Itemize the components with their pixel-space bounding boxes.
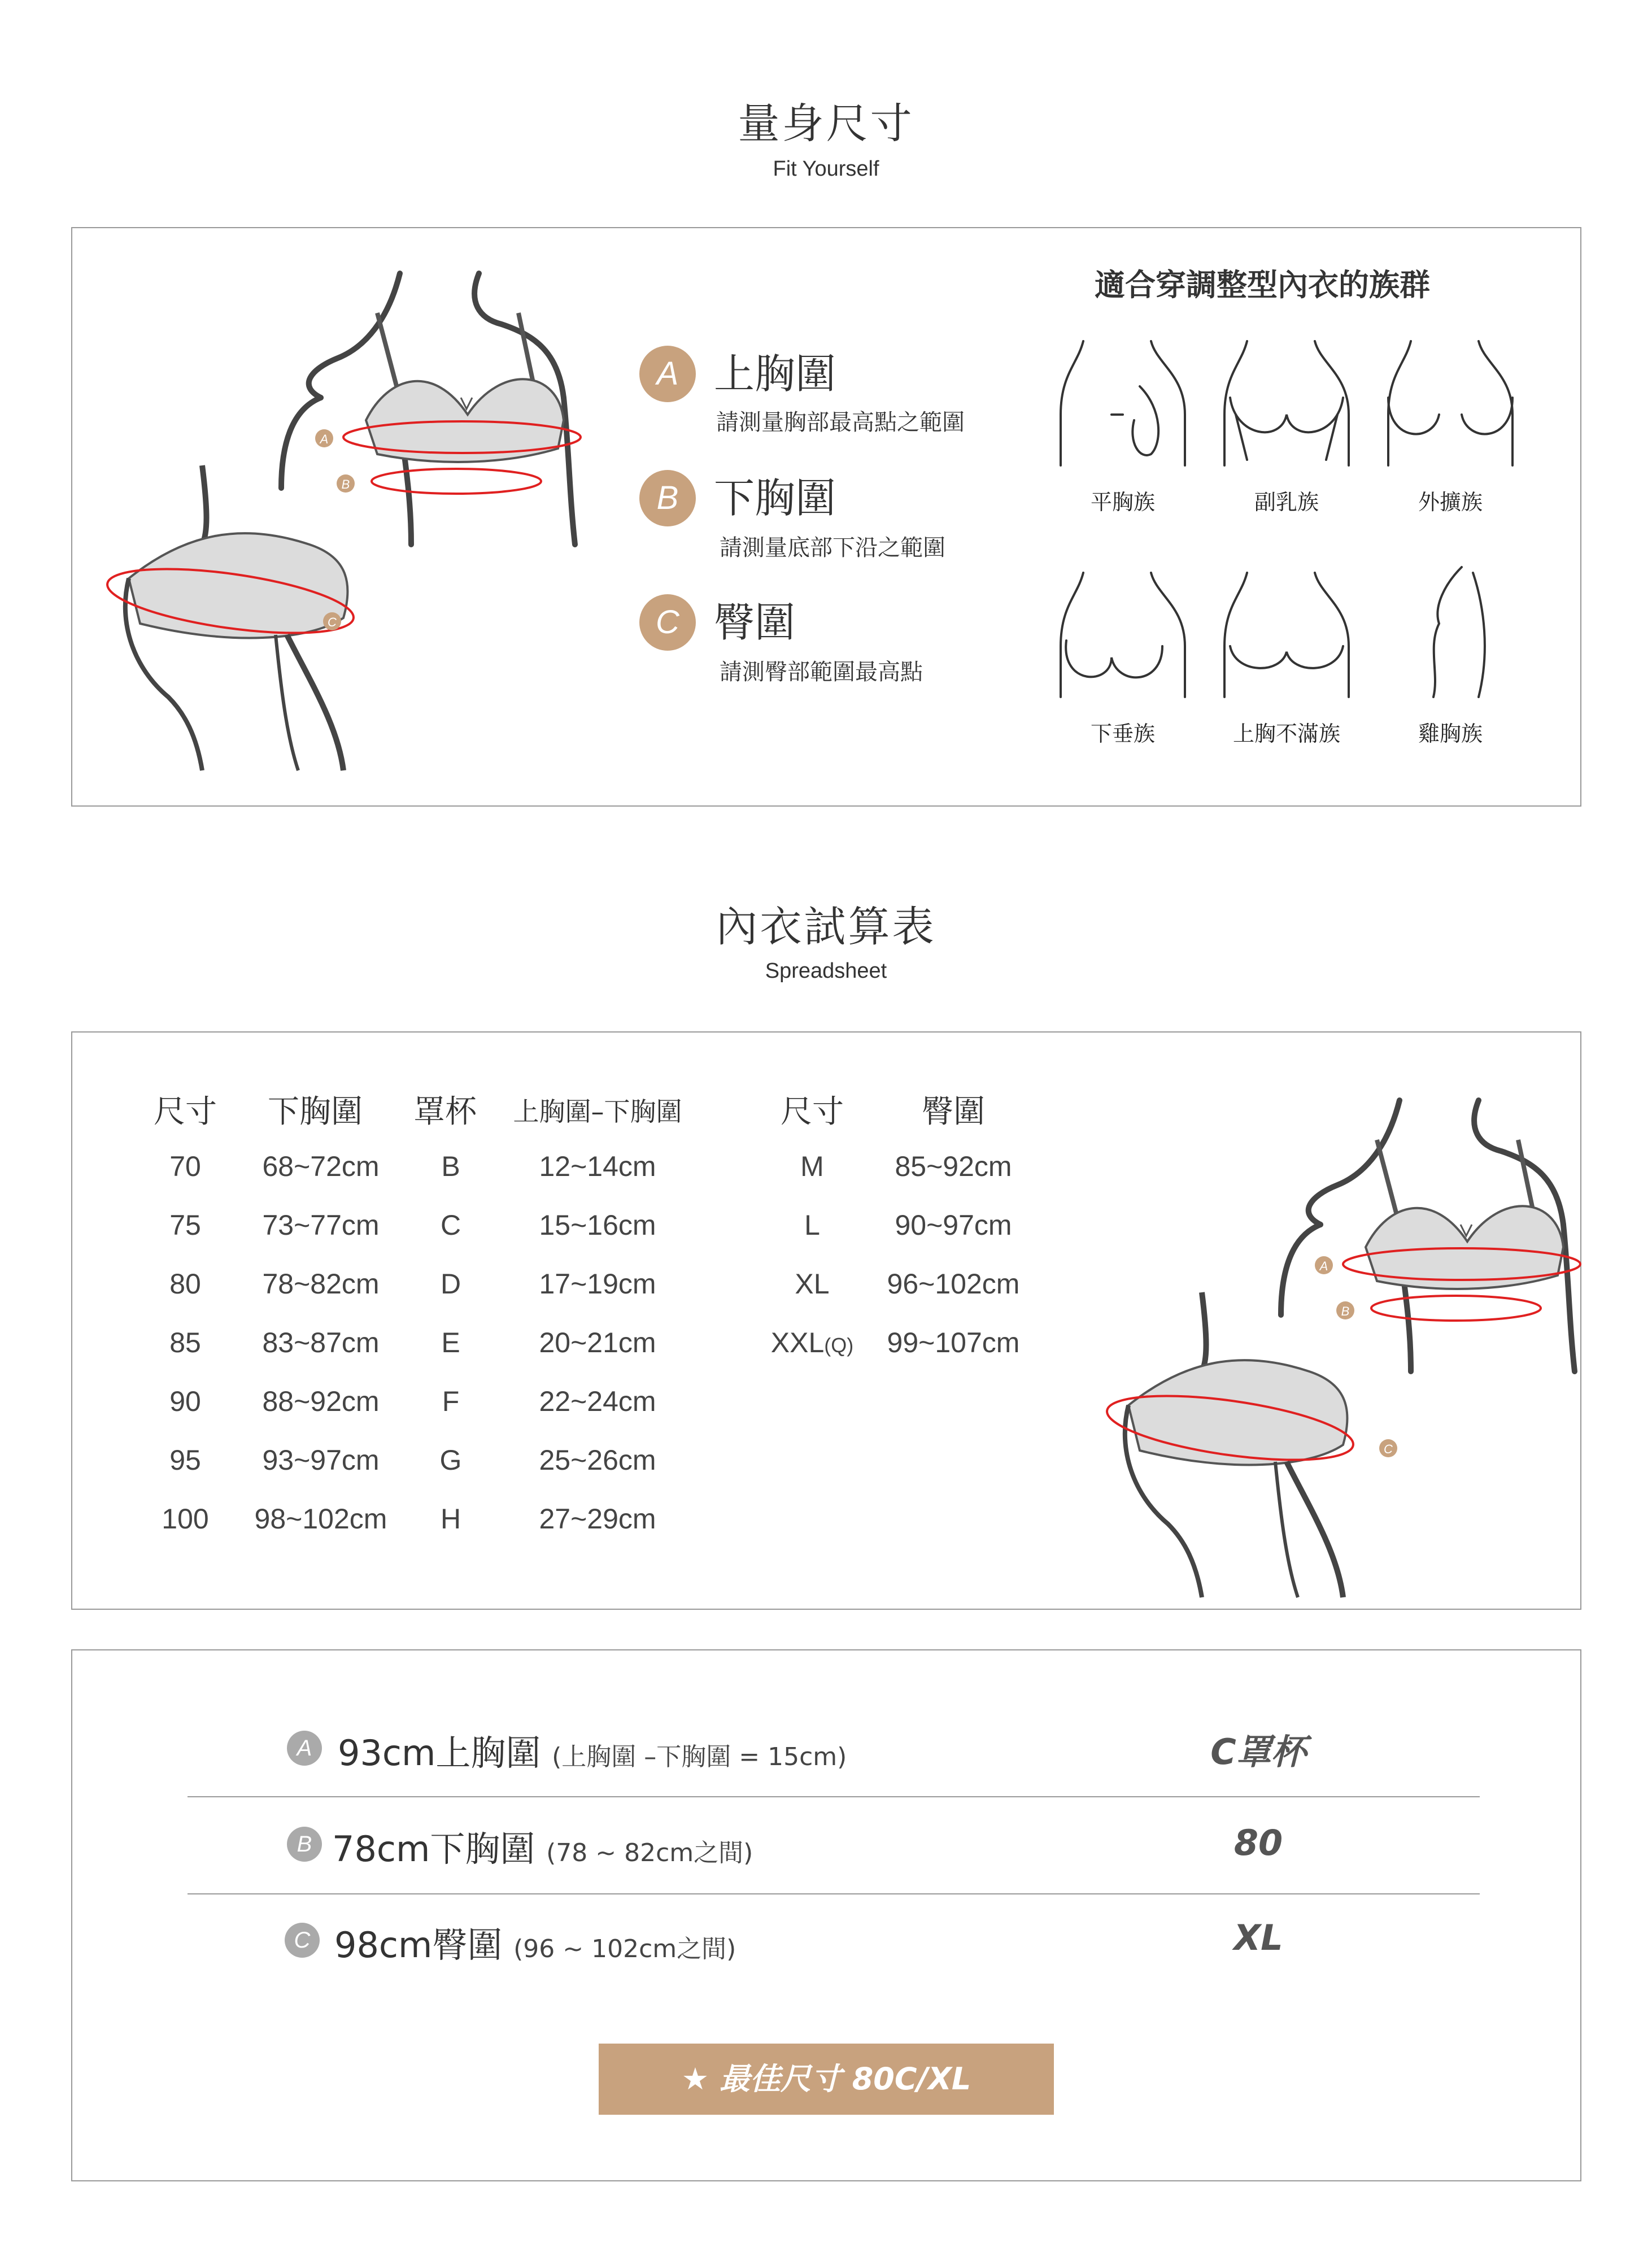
bra-cell: 85 (169, 1327, 201, 1358)
bra-header-diff: 上胸圍–下胸圍 (513, 1096, 682, 1127)
bra-cell: 27~29cm (539, 1503, 656, 1535)
bra-cell: 25~26cm (539, 1444, 656, 1476)
type-upper-empty-icon (1213, 561, 1360, 703)
bra-cell: 73~77cm (262, 1209, 380, 1241)
svg-text:B: B (1341, 1304, 1350, 1318)
svg-text:A: A (1319, 1259, 1328, 1273)
calc-c-result: XL (1233, 1917, 1283, 1958)
type-label-sagging: 下垂族 (1090, 721, 1155, 746)
hip-size-label: XL (795, 1268, 830, 1300)
type-label-side: 副乳族 (1254, 490, 1319, 515)
type-label-upper-empty: 上胸不滿族 (1232, 721, 1340, 746)
best-size-button[interactable]: ★ 最佳尺寸 80C/XL (599, 2044, 1054, 2115)
type-label-outward: 外擴族 (1418, 490, 1483, 515)
measure-a-desc: 請測量胸部最高點之範圍 (716, 410, 965, 435)
hip-range-cell: 96~102cm (887, 1268, 1020, 1300)
hip-range-cell: 85~92cm (895, 1151, 1012, 1182)
bra-cell: 12~14cm (539, 1151, 656, 1182)
type-outward-icon (1377, 330, 1524, 471)
svg-text:B: B (341, 477, 350, 491)
calc-b-note: (78 ~ 82cm之間) (546, 1839, 753, 1867)
sheet-subtitle: Spreadsheet (765, 959, 887, 983)
hip-size-label: M (800, 1151, 824, 1182)
calc-c-note: (96 ~ 102cm之間) (513, 1935, 736, 1963)
body-illustration (72, 228, 637, 793)
bra-cell: 83~87cm (262, 1327, 380, 1358)
measure-b-icon: B (639, 470, 696, 526)
hip-size-label: XXL (770, 1327, 825, 1358)
svg-text:C: C (328, 615, 337, 629)
calc-c-icon: C (285, 1923, 320, 1958)
hip-size-label: L (804, 1209, 820, 1241)
types-title: 適合穿調整型內衣的族群 (1095, 267, 1430, 303)
bra-cell: 88~92cm (262, 1386, 380, 1417)
calc-row-a (338, 1725, 847, 1775)
measure-c-title: 臀圍 (714, 599, 796, 646)
bra-cell: 95 (169, 1444, 201, 1476)
bra-header-cup: 罩杯 (413, 1094, 477, 1130)
calc-row-c (334, 1917, 736, 1967)
bra-cell: B (441, 1151, 460, 1182)
calc-a-result: C罩杯 (1210, 1731, 1306, 1772)
calc-divider-1 (188, 1796, 1480, 1797)
svg-text:C: C (1384, 1442, 1393, 1456)
fit-subtitle: Fit Yourself (773, 157, 879, 181)
hip-header-hip: 臀圍 (922, 1094, 985, 1130)
svg-text:A: A (320, 432, 329, 446)
bra-cell: 15~16cm (539, 1209, 656, 1241)
measure-c-desc: 請測臀部範圍最高點 (720, 659, 923, 685)
measure-a-title: 上胸圍 (714, 350, 836, 398)
bra-cell: 22~24cm (539, 1386, 656, 1417)
hip-size-cell (744, 1150, 880, 1183)
bra-cell: C (440, 1209, 461, 1241)
measure-b-desc: 請測量底部下沿之範圍 (720, 535, 945, 561)
calc-row-b (332, 1821, 753, 1871)
bra-cell: 80 (169, 1268, 201, 1300)
bra-cell: 98~102cm (254, 1503, 387, 1535)
bra-cell: F (442, 1386, 460, 1417)
type-side-breast-icon (1213, 330, 1360, 471)
type-pigeon-chest-icon (1377, 561, 1524, 703)
bra-cell: 70 (169, 1151, 201, 1182)
calc-b-icon: B (287, 1827, 322, 1862)
bra-cell: 17~19cm (539, 1268, 656, 1300)
bra-cell: H (440, 1503, 461, 1535)
bra-cell: 100 (162, 1503, 209, 1535)
hip-range-cell: 99~107cm (887, 1327, 1020, 1358)
calc-c-main: 98cm臀圍 (334, 1924, 503, 1966)
hip-size-cell (744, 1267, 880, 1300)
bra-cell: E (441, 1327, 460, 1358)
calc-a-note: (上胸圍 –下胸圍 = 15cm) (552, 1743, 847, 1771)
bra-cell: D (440, 1268, 461, 1300)
calc-b-main: 78cm下胸圍 (332, 1828, 535, 1870)
hip-header-size: 尺寸 (781, 1094, 844, 1130)
bra-cell: 20~21cm (539, 1327, 656, 1358)
hip-range-cell: 90~97cm (895, 1209, 1012, 1241)
bra-cell: 78~82cm (262, 1268, 380, 1300)
bra-header-size: 尺寸 (154, 1094, 217, 1130)
sheet-panel (71, 1031, 1581, 1610)
type-label-flat: 平胸族 (1090, 490, 1155, 515)
hip-size-cell (744, 1209, 880, 1242)
bra-cell: 68~72cm (262, 1151, 380, 1182)
measure-b-title: 下胸圍 (714, 474, 836, 522)
hip-size-cell (744, 1326, 880, 1359)
sheet-title: 內衣試算表 (716, 903, 936, 951)
type-sagging-icon (1049, 561, 1196, 703)
fit-panel (71, 227, 1581, 807)
calc-divider-2 (188, 1893, 1480, 1894)
bra-header-under: 下胸圍 (268, 1094, 363, 1130)
type-label-pigeon: 雞胸族 (1418, 721, 1483, 746)
calc-a-main: 93cm上胸圍 (338, 1732, 541, 1774)
fit-title: 量身尺寸 (738, 99, 914, 148)
bra-cell: 90 (169, 1386, 201, 1417)
calc-b-result: 80 (1233, 1822, 1283, 1863)
type-flat-icon (1049, 330, 1196, 471)
hip-size-suffix: (Q) (824, 1334, 854, 1357)
measure-a-icon: A (639, 346, 696, 402)
measure-c-icon: C (639, 594, 696, 651)
calc-panel (71, 1649, 1581, 2181)
sheet-body-illustration (1072, 1055, 1637, 1609)
calc-a-icon: A (287, 1731, 322, 1766)
bra-cell: G (439, 1444, 462, 1476)
bra-cell: 75 (169, 1209, 201, 1241)
bra-cell: 93~97cm (262, 1444, 380, 1476)
